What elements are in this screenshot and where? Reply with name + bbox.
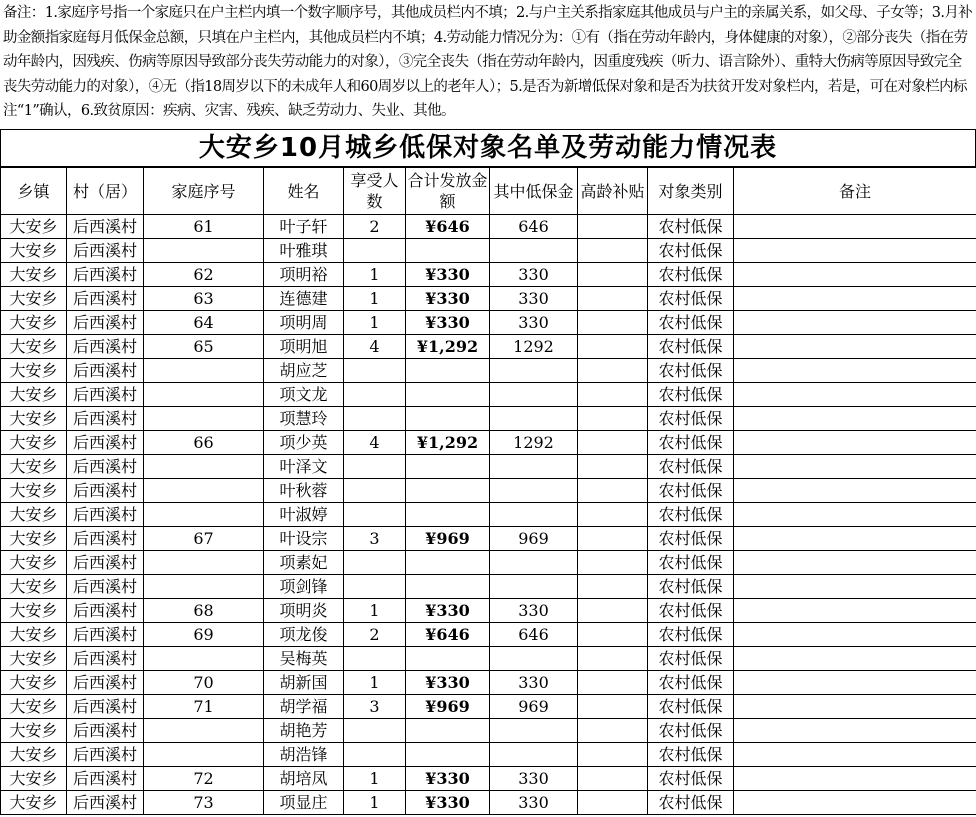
persons-cell[interactable]: 2 [344,215,406,239]
town-cell[interactable]: 大安乡 [1,215,67,239]
family-no-cell[interactable]: 64 [144,311,264,335]
total-amount-cell[interactable] [406,503,490,527]
village-cell[interactable]: 后西溪村 [67,599,144,623]
total-amount-cell[interactable]: ¥330 [406,599,490,623]
persons-cell[interactable]: 4 [344,431,406,455]
town-cell[interactable]: 大安乡 [1,407,67,431]
family-no-cell[interactable] [144,503,264,527]
header-family-no[interactable]: 家庭序号 [144,168,264,215]
town-cell[interactable]: 大安乡 [1,623,67,647]
table-row [1,287,976,311]
remark-cell[interactable] [734,575,976,599]
name-cell[interactable]: 叶秋蓉 [264,479,344,503]
town-cell[interactable]: 大安乡 [1,311,67,335]
town-cell[interactable]: 大安乡 [1,359,67,383]
header-remark[interactable]: 备注 [734,168,976,215]
village-cell[interactable]: 后西溪村 [67,311,144,335]
type-cell[interactable]: 农村低保 [648,527,734,551]
total-amount-cell[interactable] [406,239,490,263]
header-row [1,168,976,215]
town-cell[interactable]: 大安乡 [1,743,67,767]
elderly-subsidy-cell[interactable] [578,695,648,719]
remark-cell[interactable] [734,599,976,623]
village-cell[interactable]: 后西溪村 [67,479,144,503]
family-no-cell[interactable] [144,743,264,767]
allowance-cell[interactable] [490,719,578,743]
name-cell[interactable]: 项明裕 [264,263,344,287]
table-row [1,359,976,383]
town-cell[interactable]: 大安乡 [1,503,67,527]
allowance-cell[interactable]: 1292 [490,335,578,359]
elderly-subsidy-cell[interactable] [578,383,648,407]
total-amount-cell[interactable]: ¥330 [406,767,490,791]
type-cell[interactable]: 农村低保 [648,407,734,431]
name-cell[interactable]: 项素妃 [264,551,344,575]
town-cell[interactable]: 大安乡 [1,527,67,551]
remark-cell[interactable] [734,527,976,551]
total-amount-cell[interactable] [406,407,490,431]
town-cell[interactable]: 大安乡 [1,551,67,575]
name-cell[interactable]: 项龙俊 [264,623,344,647]
table-row [1,311,976,335]
family-no-cell[interactable]: 71 [144,695,264,719]
allowance-cell[interactable] [490,383,578,407]
village-cell[interactable]: 后西溪村 [67,215,144,239]
village-cell[interactable]: 后西溪村 [67,743,144,767]
persons-cell[interactable]: 1 [344,791,406,815]
type-cell[interactable]: 农村低保 [648,719,734,743]
persons-cell[interactable] [344,551,406,575]
name-cell[interactable]: 项文龙 [264,383,344,407]
table-row [1,239,976,263]
elderly-subsidy-cell[interactable] [578,623,648,647]
remark-cell[interactable] [734,551,976,575]
table-row [1,215,976,239]
total-amount-cell[interactable] [406,575,490,599]
allowance-cell[interactable] [490,503,578,527]
total-amount-cell[interactable]: ¥330 [406,671,490,695]
allowance-cell[interactable]: 330 [490,311,578,335]
persons-cell[interactable]: 4 [344,335,406,359]
elderly-subsidy-cell[interactable] [578,767,648,791]
type-cell[interactable]: 农村低保 [648,431,734,455]
persons-cell[interactable] [344,455,406,479]
type-cell[interactable]: 农村低保 [648,671,734,695]
town-cell[interactable]: 大安乡 [1,647,67,671]
remark-cell[interactable] [734,647,976,671]
table-row [1,263,976,287]
name-cell[interactable]: 胡学福 [264,695,344,719]
name-cell[interactable]: 项剑锋 [264,575,344,599]
persons-cell[interactable] [344,503,406,527]
family-no-cell[interactable] [144,383,264,407]
name-cell[interactable]: 叶雅琪 [264,239,344,263]
type-cell[interactable]: 农村低保 [648,287,734,311]
family-no-cell[interactable] [144,575,264,599]
type-cell[interactable]: 农村低保 [648,263,734,287]
remark-cell[interactable] [734,671,976,695]
name-cell[interactable]: 胡培凤 [264,767,344,791]
allowance-cell[interactable] [490,743,578,767]
total-amount-cell[interactable]: ¥330 [406,287,490,311]
persons-cell[interactable] [344,239,406,263]
allowance-cell[interactable]: 330 [490,263,578,287]
remark-cell[interactable] [734,263,976,287]
table-row [1,551,976,575]
type-cell[interactable]: 农村低保 [648,503,734,527]
type-cell[interactable]: 农村低保 [648,455,734,479]
total-amount-cell[interactable]: ¥330 [406,791,490,815]
remark-cell[interactable] [734,455,976,479]
village-cell[interactable]: 后西溪村 [67,335,144,359]
remark-cell[interactable] [734,767,976,791]
table-row [1,743,976,767]
persons-cell[interactable]: 1 [344,311,406,335]
village-cell[interactable]: 后西溪村 [67,383,144,407]
header-allowance[interactable]: 其中低保金 [490,168,578,215]
name-cell[interactable]: 叶设宗 [264,527,344,551]
type-cell[interactable]: 农村低保 [648,335,734,359]
allowance-cell[interactable]: 330 [490,287,578,311]
family-no-cell[interactable]: 73 [144,791,264,815]
elderly-subsidy-cell[interactable] [578,551,648,575]
allowance-cell[interactable]: 646 [490,215,578,239]
family-no-cell[interactable] [144,407,264,431]
town-cell[interactable]: 大安乡 [1,671,67,695]
total-amount-cell[interactable] [406,719,490,743]
family-no-cell[interactable] [144,647,264,671]
allowance-cell[interactable]: 969 [490,695,578,719]
family-no-cell[interactable] [144,239,264,263]
family-no-cell[interactable]: 70 [144,671,264,695]
total-amount-cell[interactable] [406,647,490,671]
persons-cell[interactable]: 2 [344,623,406,647]
type-cell[interactable]: 农村低保 [648,599,734,623]
type-cell[interactable]: 农村低保 [648,695,734,719]
remark-cell[interactable] [734,695,976,719]
town-cell[interactable]: 大安乡 [1,383,67,407]
town-cell[interactable]: 大安乡 [1,263,67,287]
persons-cell[interactable] [344,575,406,599]
allowance-cell[interactable] [490,647,578,671]
name-cell[interactable]: 胡浩锋 [264,743,344,767]
persons-cell[interactable] [344,479,406,503]
elderly-subsidy-cell[interactable] [578,335,648,359]
total-amount-cell[interactable] [406,359,490,383]
roster-table [0,167,976,815]
town-cell[interactable]: 大安乡 [1,335,67,359]
village-cell[interactable]: 后西溪村 [67,503,144,527]
village-cell[interactable]: 后西溪村 [67,623,144,647]
family-no-cell[interactable] [144,455,264,479]
header-type[interactable]: 对象类别 [648,168,734,215]
header-elderly[interactable]: 高龄补贴 [578,168,648,215]
name-cell[interactable]: 项明周 [264,311,344,335]
town-cell[interactable]: 大安乡 [1,695,67,719]
elderly-subsidy-cell[interactable] [578,791,648,815]
remark-cell[interactable] [734,215,976,239]
name-cell[interactable]: 项少英 [264,431,344,455]
elderly-subsidy-cell[interactable] [578,719,648,743]
allowance-cell[interactable]: 330 [490,671,578,695]
name-cell[interactable]: 连德建 [264,287,344,311]
elderly-subsidy-cell[interactable] [578,647,648,671]
table-row [1,503,976,527]
elderly-subsidy-cell[interactable] [578,527,648,551]
remark-cell[interactable] [734,431,976,455]
total-amount-cell[interactable]: ¥1,292 [406,335,490,359]
name-cell[interactable]: 胡应芝 [264,359,344,383]
table-row [1,455,976,479]
family-no-cell[interactable]: 63 [144,287,264,311]
type-cell[interactable]: 农村低保 [648,383,734,407]
elderly-subsidy-cell[interactable] [578,407,648,431]
name-cell[interactable]: 叶子轩 [264,215,344,239]
allowance-cell[interactable] [490,407,578,431]
village-cell[interactable]: 后西溪村 [67,263,144,287]
total-amount-cell[interactable] [406,383,490,407]
table-row [1,335,976,359]
type-cell[interactable]: 农村低保 [648,239,734,263]
family-no-cell[interactable]: 72 [144,767,264,791]
remark-cell[interactable] [734,359,976,383]
allowance-cell[interactable]: 330 [490,791,578,815]
elderly-subsidy-cell[interactable] [578,431,648,455]
persons-cell[interactable]: 3 [344,695,406,719]
elderly-subsidy-cell[interactable] [578,239,648,263]
town-cell[interactable]: 大安乡 [1,575,67,599]
header-village[interactable]: 村（居） [67,168,144,215]
remark-cell[interactable] [734,335,976,359]
persons-cell[interactable] [344,719,406,743]
table-row [1,599,976,623]
name-cell[interactable]: 胡新国 [264,671,344,695]
name-cell[interactable]: 项明炎 [264,599,344,623]
persons-cell[interactable] [344,359,406,383]
village-cell[interactable]: 后西溪村 [67,671,144,695]
name-cell[interactable]: 项明旭 [264,335,344,359]
name-cell[interactable]: 胡艳芳 [264,719,344,743]
allowance-cell[interactable] [490,479,578,503]
header-name[interactable]: 姓名 [264,168,344,215]
allowance-cell[interactable] [490,359,578,383]
elderly-subsidy-cell[interactable] [578,599,648,623]
table-row [1,719,976,743]
family-no-cell[interactable]: 66 [144,431,264,455]
remark-cell[interactable] [734,479,976,503]
elderly-subsidy-cell[interactable] [578,359,648,383]
type-cell[interactable]: 农村低保 [648,311,734,335]
village-cell[interactable]: 后西溪村 [67,431,144,455]
family-no-cell[interactable]: 67 [144,527,264,551]
elderly-subsidy-cell[interactable] [578,479,648,503]
family-no-cell[interactable] [144,479,264,503]
total-amount-cell[interactable]: ¥1,292 [406,431,490,455]
persons-cell[interactable]: 1 [344,263,406,287]
town-cell[interactable]: 大安乡 [1,455,67,479]
allowance-cell[interactable] [490,455,578,479]
remark-cell[interactable] [734,311,976,335]
table-body [1,215,976,815]
village-cell[interactable]: 后西溪村 [67,695,144,719]
remark-cell[interactable] [734,791,976,815]
town-cell[interactable]: 大安乡 [1,287,67,311]
family-no-cell[interactable] [144,359,264,383]
table-row [1,407,976,431]
elderly-subsidy-cell[interactable] [578,455,648,479]
elderly-subsidy-cell[interactable] [578,215,648,239]
table-row [1,767,976,791]
type-cell[interactable]: 农村低保 [648,215,734,239]
name-cell[interactable]: 叶泽文 [264,455,344,479]
total-amount-cell[interactable] [406,551,490,575]
remark-cell[interactable] [734,623,976,647]
name-cell[interactable]: 叶淑婷 [264,503,344,527]
remark-cell[interactable] [734,719,976,743]
type-cell[interactable]: 农村低保 [648,743,734,767]
village-cell[interactable]: 后西溪村 [67,791,144,815]
type-cell[interactable]: 农村低保 [648,575,734,599]
total-amount-cell[interactable]: ¥646 [406,215,490,239]
allowance-cell[interactable] [490,575,578,599]
total-amount-cell[interactable] [406,743,490,767]
table-row [1,479,976,503]
persons-cell[interactable]: 1 [344,767,406,791]
total-amount-cell[interactable] [406,479,490,503]
total-amount-cell[interactable]: ¥969 [406,527,490,551]
elderly-subsidy-cell[interactable] [578,503,648,527]
name-cell[interactable]: 项显庄 [264,791,344,815]
table-row [1,671,976,695]
type-cell[interactable]: 农村低保 [648,551,734,575]
village-cell[interactable]: 后西溪村 [67,239,144,263]
elderly-subsidy-cell[interactable] [578,575,648,599]
town-cell[interactable]: 大安乡 [1,791,67,815]
remark-cell[interactable] [734,239,976,263]
table-row [1,647,976,671]
type-cell[interactable]: 农村低保 [648,359,734,383]
family-no-cell[interactable]: 68 [144,599,264,623]
village-cell[interactable]: 后西溪村 [67,527,144,551]
allowance-cell[interactable] [490,551,578,575]
type-cell[interactable]: 农村低保 [648,767,734,791]
name-cell[interactable]: 项慧玲 [264,407,344,431]
town-cell[interactable]: 大安乡 [1,239,67,263]
village-cell[interactable]: 后西溪村 [67,455,144,479]
persons-cell[interactable] [344,383,406,407]
persons-cell[interactable]: 1 [344,599,406,623]
remark-cell[interactable] [734,503,976,527]
allowance-cell[interactable]: 969 [490,527,578,551]
header-town[interactable]: 乡镇 [1,168,67,215]
elderly-subsidy-cell[interactable] [578,743,648,767]
elderly-subsidy-cell[interactable] [578,311,648,335]
allowance-cell[interactable]: 1292 [490,431,578,455]
family-no-cell[interactable]: 69 [144,623,264,647]
remark-cell[interactable] [734,287,976,311]
type-cell[interactable]: 农村低保 [648,647,734,671]
total-amount-cell[interactable]: ¥330 [406,263,490,287]
persons-cell[interactable]: 3 [344,527,406,551]
table-row [1,527,976,551]
allowance-cell[interactable] [490,239,578,263]
type-cell[interactable]: 农村低保 [648,479,734,503]
allowance-cell[interactable]: 646 [490,623,578,647]
total-amount-cell[interactable]: ¥969 [406,695,490,719]
table-row [1,623,976,647]
remarks-note[interactable]: 备注：1.家庭序号指一个家庭只在户主栏内填一个数字顺序号，其他成员栏内不填；2.与户主关系指家庭其他成员与户主的亲属关系，如父母、子女等；3.月补助金额指家庭每月低保金总额，只填在户主栏内，其他成员栏内不填；4.劳动能力情况分为：①有（指在劳动年龄内，身体健康的对象），②部分丧失（指在劳动年龄内，因残疾、伤病等原因导致部分丧失劳动能力的对象），③完全丧失（指在劳动年龄内，因重度残疾（听力、语言除外）、重特大伤病等原因导致完全丧失劳动能力的对象），④无（指18周岁以下的未成年人和60周岁以上的老年人）；5.是否为新增低保对象和是否为扶贫开发对象栏内，若是，可在对象栏内标注“1”确认，6.致贫原因：疾病、灾害、残疾、缺乏劳动力、失业、其他。 [0,0,976,130]
name-cell[interactable]: 吴梅英 [264,647,344,671]
table-row [1,431,976,455]
remark-cell[interactable] [734,743,976,767]
town-cell[interactable]: 大安乡 [1,599,67,623]
header-persons[interactable]: 享受人数 [344,168,406,215]
village-cell[interactable]: 后西溪村 [67,287,144,311]
table-row [1,791,976,815]
sheet-title[interactable]: 大安乡10月城乡低保对象名单及劳动能力情况表 [0,130,976,167]
persons-cell[interactable] [344,743,406,767]
town-cell[interactable]: 大安乡 [1,479,67,503]
village-cell[interactable]: 后西溪村 [67,719,144,743]
total-amount-cell[interactable]: ¥330 [406,311,490,335]
town-cell[interactable]: 大安乡 [1,719,67,743]
village-cell[interactable]: 后西溪村 [67,359,144,383]
village-cell[interactable]: 后西溪村 [67,647,144,671]
table-row [1,575,976,599]
allowance-cell[interactable]: 330 [490,599,578,623]
total-amount-cell[interactable] [406,455,490,479]
family-no-cell[interactable]: 61 [144,215,264,239]
persons-cell[interactable] [344,407,406,431]
header-total[interactable]: 合计发放金额 [406,168,490,215]
table-row [1,695,976,719]
family-no-cell[interactable] [144,551,264,575]
remark-cell[interactable] [734,383,976,407]
type-cell[interactable]: 农村低保 [648,623,734,647]
village-cell[interactable]: 后西溪村 [67,767,144,791]
persons-cell[interactable] [344,647,406,671]
village-cell[interactable]: 后西溪村 [67,551,144,575]
type-cell[interactable]: 农村低保 [648,791,734,815]
village-cell[interactable]: 后西溪村 [67,407,144,431]
allowance-cell[interactable]: 330 [490,767,578,791]
town-cell[interactable]: 大安乡 [1,431,67,455]
elderly-subsidy-cell[interactable] [578,263,648,287]
town-cell[interactable]: 大安乡 [1,767,67,791]
family-no-cell[interactable] [144,719,264,743]
elderly-subsidy-cell[interactable] [578,671,648,695]
persons-cell[interactable]: 1 [344,671,406,695]
remark-cell[interactable] [734,407,976,431]
village-cell[interactable]: 后西溪村 [67,575,144,599]
family-no-cell[interactable]: 62 [144,263,264,287]
table-row [1,383,976,407]
family-no-cell[interactable]: 65 [144,335,264,359]
elderly-subsidy-cell[interactable] [578,287,648,311]
persons-cell[interactable]: 1 [344,287,406,311]
total-amount-cell[interactable]: ¥646 [406,623,490,647]
